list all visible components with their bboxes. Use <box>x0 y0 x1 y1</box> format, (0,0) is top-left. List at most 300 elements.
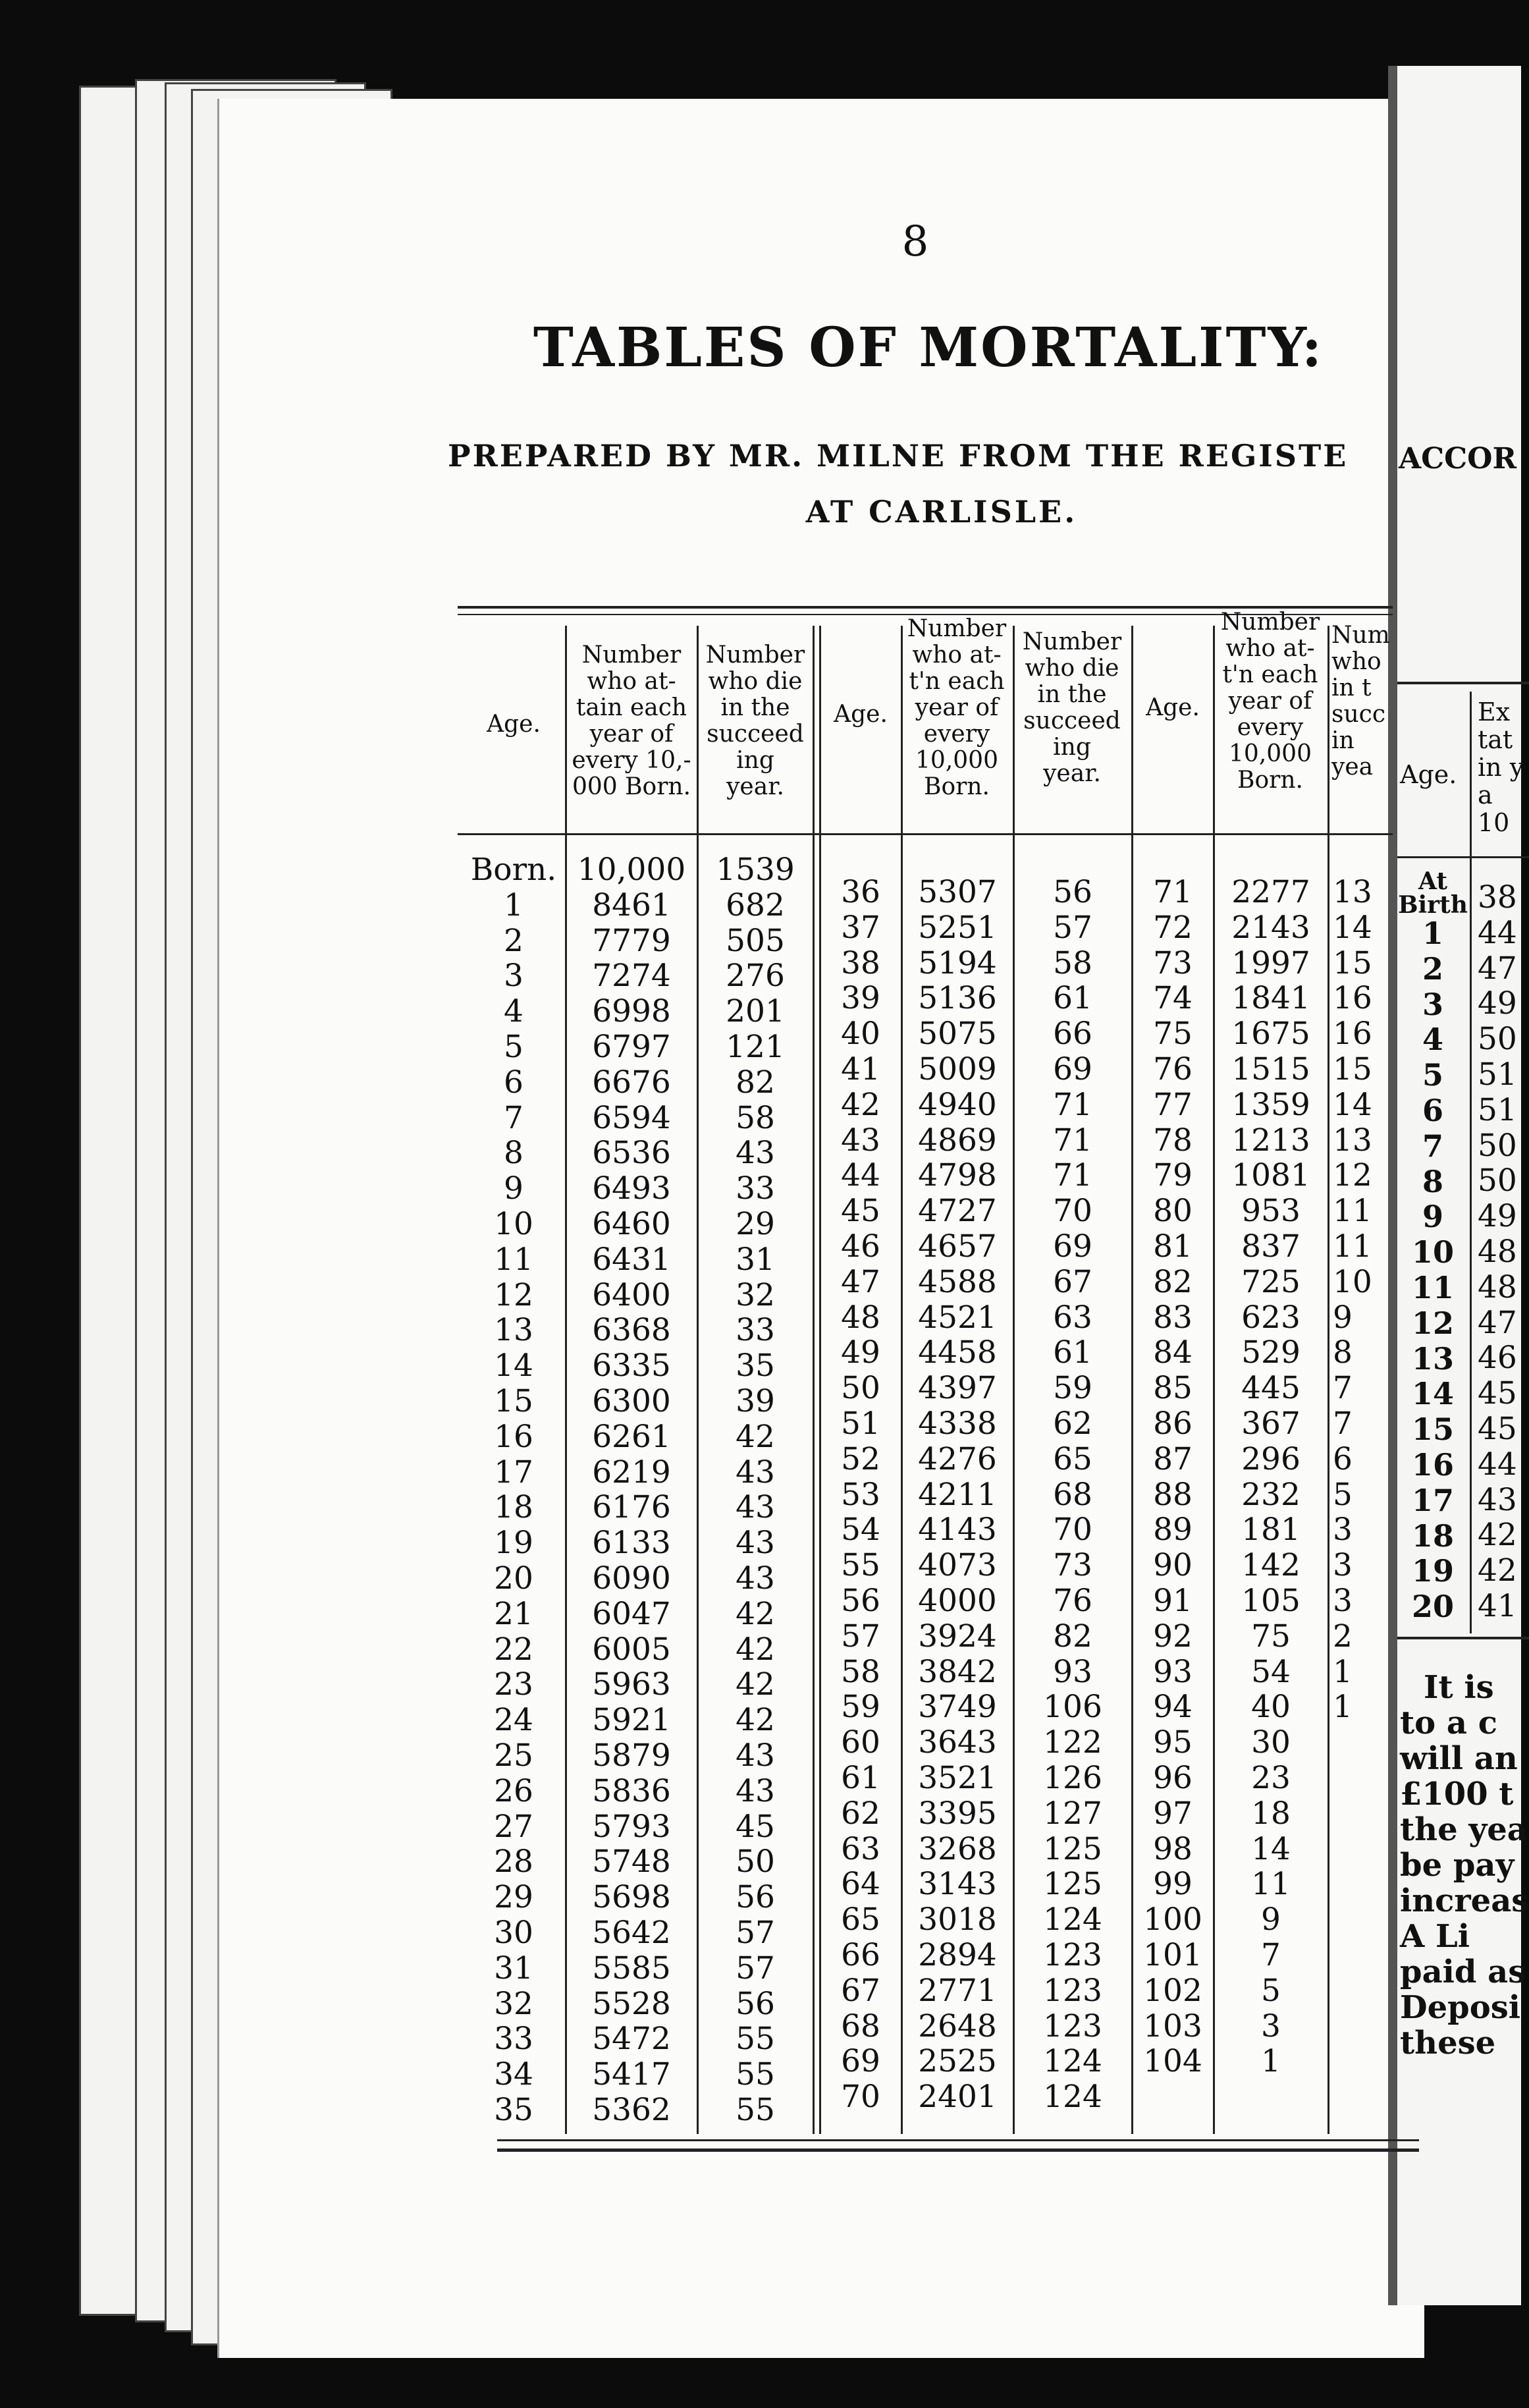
facing-text-line: be pay <box>1400 1847 1515 1884</box>
attain-cell: 6400 <box>592 1276 671 1313</box>
attain-cell: 3924 <box>918 1618 997 1655</box>
attain-cell: 2771 <box>918 1972 997 2009</box>
die-cell-partial: 13 <box>1333 874 1372 910</box>
attain-cell: 9 <box>1261 1902 1281 1938</box>
age-cell: 32 <box>494 1985 533 2022</box>
age-cell: 29 <box>494 1879 533 1916</box>
age-cell: 90 <box>1153 1547 1193 1584</box>
die-cell: 125 <box>1043 1830 1102 1867</box>
facing-value-cell: 50 <box>1478 1127 1517 1164</box>
die-cell-partial: 2 <box>1333 1618 1353 1655</box>
age-cell: 9 <box>504 1170 523 1207</box>
header-attain-2: Number who at- t'n each year of every 10,000 Born. <box>907 615 1007 800</box>
age-cell: 86 <box>1153 1406 1193 1442</box>
age-cell: 17 <box>494 1454 533 1491</box>
facing-page <box>1388 66 1529 2305</box>
die-cell: 82 <box>736 1064 775 1101</box>
attain-cell: 7 <box>1261 1937 1281 1973</box>
age-cell: 100 <box>1143 1902 1202 1938</box>
die-cell: 55 <box>736 2056 775 2093</box>
attain-cell: 4727 <box>918 1193 997 1230</box>
attain-cell: 6176 <box>592 1489 671 1526</box>
attain-cell: 6797 <box>592 1029 671 1065</box>
age-cell: 5 <box>504 1029 523 1065</box>
header-attain-3: Number who at- t'n each year of every 10,000 Born. <box>1220 609 1320 794</box>
die-cell: 58 <box>736 1099 775 1136</box>
age-cell: 64 <box>841 1866 880 1903</box>
age-cell: 74 <box>1153 980 1193 1017</box>
facing-text-line: the yea <box>1400 1811 1528 1848</box>
table-bottom-rule <box>497 2139 1419 2141</box>
header-attain-1: Number who at- tain each year of every 10,- 000 Born. <box>572 642 691 800</box>
die-cell: 42 <box>736 1631 775 1668</box>
age-cell: 53 <box>841 1476 880 1513</box>
facing-age-cell: 19 <box>1411 1553 1454 1589</box>
age-cell: 77 <box>1153 1086 1193 1123</box>
attain-cell: 14 <box>1251 1830 1291 1867</box>
age-cell: 58 <box>841 1653 880 1690</box>
age-cell: 85 <box>1153 1370 1193 1407</box>
age-cell: 47 <box>841 1263 880 1300</box>
facing-heading: ACCOR <box>1399 442 1517 476</box>
age-cell: 40 <box>841 1016 880 1053</box>
facing-age-cell: 12 <box>1411 1305 1454 1341</box>
die-cell: 126 <box>1043 1760 1102 1796</box>
age-cell: 37 <box>841 909 880 946</box>
die-cell: 71 <box>1053 1122 1092 1159</box>
age-cell: 82 <box>1153 1263 1193 1300</box>
age-cell: 48 <box>841 1299 880 1336</box>
facing-text-line: Deposi <box>1400 1989 1520 2026</box>
facing-age-cell: 2 <box>1422 950 1443 987</box>
facing-value-cell: 47 <box>1478 950 1517 987</box>
attain-cell: 5362 <box>592 2092 671 2128</box>
die-cell-partial: 3 <box>1333 1512 1353 1548</box>
facing-age-cell: 16 <box>1411 1447 1454 1483</box>
age-cell: 34 <box>494 2056 533 2093</box>
attain-cell: 5009 <box>918 1051 997 1087</box>
attain-cell: 8461 <box>592 887 671 923</box>
subtitle-line-2: AT CARLISLE. <box>805 494 1078 530</box>
attain-cell: 5698 <box>592 1879 671 1916</box>
header-die-1: Number who die in the succeed ing year. <box>705 642 805 800</box>
facing-text-line: to a c <box>1400 1705 1497 1741</box>
die-cell: 125 <box>1043 1866 1102 1903</box>
facing-value-cell: 44 <box>1478 914 1517 951</box>
attain-cell: 6594 <box>592 1099 671 1136</box>
attain-cell: 5793 <box>592 1808 671 1845</box>
attain-cell: 6460 <box>592 1206 671 1242</box>
attain-cell: 2143 <box>1231 909 1310 946</box>
age-cell: 56 <box>841 1583 880 1619</box>
die-cell: 122 <box>1043 1724 1102 1761</box>
attain-cell: 4397 <box>918 1370 997 1407</box>
die-cell: 57 <box>736 1915 775 1951</box>
die-cell: 42 <box>736 1418 775 1455</box>
facing-age-cell: 15 <box>1411 1411 1454 1448</box>
attain-cell: 5417 <box>592 2056 671 2093</box>
die-cell: 42 <box>736 1702 775 1739</box>
facing-value-cell: 51 <box>1478 1056 1517 1093</box>
facing-value-cell: 42 <box>1478 1552 1517 1589</box>
die-cell: 127 <box>1043 1795 1102 1832</box>
attain-cell: 6335 <box>592 1348 671 1384</box>
die-cell-partial: 3 <box>1333 1547 1353 1584</box>
facing-age-cell: 10 <box>1411 1234 1454 1271</box>
die-cell: 31 <box>736 1241 775 1278</box>
die-cell: 201 <box>726 993 785 1030</box>
attain-cell: 5879 <box>592 1738 671 1774</box>
die-cell: 65 <box>1053 1440 1092 1477</box>
die-cell-partial: 7 <box>1333 1406 1353 1442</box>
age-cell: 13 <box>494 1312 533 1349</box>
attain-cell: 5136 <box>918 980 997 1017</box>
age-cell: 87 <box>1153 1440 1193 1477</box>
facing-age-cell: 8 <box>1422 1163 1443 1199</box>
die-cell: 32 <box>736 1276 775 1313</box>
die-cell-partial: 16 <box>1333 1016 1372 1053</box>
facing-age-cell: 11 <box>1411 1270 1454 1305</box>
age-cell: 8 <box>504 1135 523 1172</box>
die-cell-partial: 11 <box>1333 1228 1372 1265</box>
age-cell: 11 <box>494 1241 533 1278</box>
age-cell: 102 <box>1143 1972 1202 2009</box>
facing-text-line: will an <box>1400 1740 1518 1777</box>
attain-cell: 5748 <box>592 1844 671 1880</box>
age-cell: 35 <box>494 2092 533 2128</box>
die-cell: 43 <box>736 1454 775 1491</box>
die-cell-partial: 8 <box>1333 1334 1353 1371</box>
facing-value-cell: 49 <box>1478 1198 1517 1235</box>
attain-cell: 4143 <box>918 1512 997 1548</box>
age-cell: 21 <box>494 1595 533 1632</box>
die-cell: 42 <box>736 1666 775 1703</box>
die-cell: 58 <box>1053 944 1092 981</box>
age-cell: 65 <box>841 1902 880 1938</box>
age-cell: 10 <box>494 1206 533 1242</box>
age-cell: 18 <box>494 1489 533 1526</box>
age-cell: 24 <box>494 1702 533 1739</box>
age-cell: 15 <box>494 1383 533 1419</box>
die-cell: 82 <box>1053 1618 1092 1655</box>
age-cell: 46 <box>841 1228 880 1265</box>
age-cell: 98 <box>1153 1830 1193 1867</box>
die-cell: 42 <box>736 1595 775 1632</box>
attain-cell: 75 <box>1251 1618 1291 1655</box>
attain-cell: 5251 <box>918 909 997 946</box>
attain-cell: 1675 <box>1231 1016 1310 1053</box>
age-cell: 54 <box>841 1512 880 1548</box>
attain-cell: 837 <box>1241 1228 1301 1265</box>
age-cell: 52 <box>841 1440 880 1477</box>
die-cell: 505 <box>726 922 785 959</box>
age-cell: 97 <box>1153 1795 1193 1832</box>
age-cell: 69 <box>841 2043 880 2080</box>
facing-age-cell: 6 <box>1422 1093 1443 1128</box>
die-cell-partial: 12 <box>1333 1157 1372 1194</box>
attain-cell: 1 <box>1261 2043 1281 2080</box>
attain-cell: 6219 <box>592 1454 671 1491</box>
attain-cell: 4338 <box>918 1406 997 1442</box>
page-number: 8 <box>901 217 929 266</box>
header-die-3-partial: Num who in t succ in yea <box>1331 622 1390 780</box>
facing-value-cell: 51 <box>1478 1091 1517 1128</box>
die-cell: 682 <box>726 887 785 923</box>
header-age-3: Age. <box>1146 694 1200 721</box>
die-cell: 33 <box>736 1170 775 1207</box>
age-cell: 66 <box>841 1937 880 1973</box>
age-cell: 70 <box>841 2079 880 2116</box>
attain-cell: 3643 <box>918 1724 997 1761</box>
age-cell: 28 <box>494 1844 533 1880</box>
age-cell: Born. <box>470 852 557 888</box>
attain-cell: 232 <box>1241 1476 1301 1513</box>
attain-cell: 3842 <box>918 1653 997 1690</box>
die-cell-partial: 13 <box>1333 1122 1372 1159</box>
facing-age-header: Age. <box>1400 760 1457 789</box>
attain-cell: 6676 <box>592 1064 671 1101</box>
facing-value-cell: 48 <box>1478 1234 1517 1270</box>
attain-cell: 6368 <box>592 1312 671 1349</box>
age-cell: 71 <box>1153 874 1193 910</box>
die-cell-partial: 10 <box>1333 1263 1372 1300</box>
attain-cell: 2277 <box>1231 874 1310 910</box>
die-cell: 68 <box>1053 1476 1092 1513</box>
die-cell-partial: 7 <box>1333 1370 1353 1407</box>
die-cell: 70 <box>1053 1193 1092 1230</box>
age-cell: 36 <box>841 874 880 910</box>
age-cell: 79 <box>1153 1157 1193 1194</box>
facing-age-cell: 17 <box>1411 1482 1454 1518</box>
die-cell: 124 <box>1043 1902 1102 1938</box>
die-cell: 123 <box>1043 1937 1102 1973</box>
die-cell-partial: 9 <box>1333 1299 1353 1336</box>
die-cell: 45 <box>736 1808 775 1845</box>
age-cell: 45 <box>841 1193 880 1230</box>
die-cell: 50 <box>736 1844 775 1880</box>
die-cell: 43 <box>736 1489 775 1526</box>
attain-cell: 953 <box>1241 1193 1301 1230</box>
age-cell: 101 <box>1143 1937 1202 1973</box>
age-cell: 62 <box>841 1795 880 1832</box>
facing-value-cell: 44 <box>1478 1446 1517 1483</box>
facing-value-cell: 47 <box>1478 1304 1517 1341</box>
attain-cell: 11 <box>1251 1866 1291 1903</box>
attain-cell: 3749 <box>918 1689 997 1726</box>
facing-text-line: these <box>1400 2025 1496 2062</box>
die-cell-partial: 11 <box>1333 1193 1372 1230</box>
age-cell: 96 <box>1153 1760 1193 1796</box>
age-cell: 38 <box>841 944 880 981</box>
age-cell: 51 <box>841 1406 880 1442</box>
attain-cell: 2525 <box>918 2043 997 2080</box>
age-cell: 43 <box>841 1122 880 1159</box>
die-cell: 70 <box>1053 1512 1092 1548</box>
die-cell: 71 <box>1053 1157 1092 1194</box>
die-cell: 56 <box>736 1879 775 1916</box>
age-cell: 94 <box>1153 1689 1193 1726</box>
attain-cell: 1841 <box>1231 980 1310 1017</box>
header-bottom-rule <box>458 833 1393 835</box>
facing-value-cell: 43 <box>1478 1481 1517 1518</box>
attain-cell: 6431 <box>592 1241 671 1278</box>
attain-cell: 5836 <box>592 1772 671 1809</box>
die-cell-partial: 14 <box>1333 909 1372 946</box>
attain-cell: 30 <box>1251 1724 1291 1761</box>
age-cell: 103 <box>1143 2008 1202 2044</box>
attain-cell: 3521 <box>918 1760 997 1796</box>
attain-cell: 1213 <box>1231 1122 1310 1159</box>
age-cell: 22 <box>494 1631 533 1668</box>
attain-cell: 4458 <box>918 1334 997 1371</box>
attain-cell: 3018 <box>918 1902 997 1938</box>
age-cell: 14 <box>494 1348 533 1384</box>
age-cell: 68 <box>841 2008 880 2044</box>
age-cell: 50 <box>841 1370 880 1407</box>
age-cell: 3 <box>504 958 523 995</box>
age-cell: 78 <box>1153 1122 1193 1159</box>
age-cell: 72 <box>1153 909 1193 946</box>
facing-age-cell: 3 <box>1422 986 1443 1022</box>
die-cell-partial: 6 <box>1333 1440 1353 1477</box>
attain-cell: 3395 <box>918 1795 997 1832</box>
facing-age-cell: 13 <box>1411 1340 1454 1377</box>
attain-cell: 367 <box>1241 1406 1301 1442</box>
attain-cell: 5528 <box>592 1985 671 2022</box>
die-cell: 276 <box>726 958 785 995</box>
die-cell-partial: 5 <box>1333 1476 1353 1513</box>
die-cell: 62 <box>1053 1406 1092 1442</box>
facing-age-cell: 14 <box>1411 1376 1454 1412</box>
attain-cell: 181 <box>1241 1512 1301 1548</box>
attain-cell: 6047 <box>592 1595 671 1632</box>
facing-age-cell: At Birth <box>1398 867 1468 919</box>
die-cell: 56 <box>736 1985 775 2022</box>
age-cell: 91 <box>1153 1583 1193 1619</box>
attain-cell: 4940 <box>918 1086 997 1123</box>
age-cell: 19 <box>494 1525 533 1562</box>
attain-cell: 54 <box>1251 1653 1291 1690</box>
die-cell-partial: 1 <box>1333 1689 1353 1726</box>
age-cell: 6 <box>504 1064 523 1101</box>
die-cell: 93 <box>1053 1653 1092 1690</box>
die-cell: 67 <box>1053 1263 1092 1300</box>
facing-value-cell: 50 <box>1478 1021 1517 1058</box>
die-cell: 43 <box>736 1135 775 1172</box>
attain-cell: 4657 <box>918 1228 997 1265</box>
attain-cell: 1515 <box>1231 1051 1310 1087</box>
attain-cell: 2894 <box>918 1937 997 1973</box>
die-cell: 76 <box>1053 1583 1092 1619</box>
die-cell-partial: 1 <box>1333 1653 1353 1690</box>
attain-cell: 5307 <box>918 874 997 910</box>
attain-cell: 4276 <box>918 1440 997 1477</box>
age-cell: 12 <box>494 1276 533 1313</box>
die-cell: 29 <box>736 1206 775 1242</box>
age-cell: 61 <box>841 1760 880 1796</box>
facing-value-cell: 42 <box>1478 1517 1517 1554</box>
attain-cell: 40 <box>1251 1689 1291 1726</box>
facing-age-cell: 5 <box>1422 1057 1443 1093</box>
die-cell: 61 <box>1053 980 1092 1017</box>
die-cell: 69 <box>1053 1051 1092 1087</box>
attain-cell: 5 <box>1261 1972 1281 2009</box>
age-cell: 44 <box>841 1157 880 1194</box>
age-cell: 25 <box>494 1738 533 1774</box>
attain-cell: 4521 <box>918 1299 997 1336</box>
age-cell: 75 <box>1153 1016 1193 1053</box>
attain-cell: 6261 <box>592 1418 671 1455</box>
attain-cell: 2401 <box>918 2079 997 2116</box>
age-cell: 59 <box>841 1689 880 1726</box>
attain-cell: 105 <box>1241 1583 1301 1619</box>
attain-cell: 2648 <box>918 2008 997 2044</box>
attain-cell: 4073 <box>918 1547 997 1584</box>
facing-age-cell: 1 <box>1422 916 1443 951</box>
attain-cell: 296 <box>1241 1440 1301 1477</box>
die-cell: 66 <box>1053 1016 1092 1053</box>
attain-cell: 142 <box>1241 1547 1301 1584</box>
attain-cell: 5194 <box>918 944 997 981</box>
age-cell: 83 <box>1153 1299 1193 1336</box>
age-cell: 39 <box>841 980 880 1017</box>
attain-cell: 3268 <box>918 1830 997 1867</box>
die-cell: 123 <box>1043 1972 1102 2009</box>
age-cell: 49 <box>841 1334 880 1371</box>
age-cell: 41 <box>841 1051 880 1087</box>
age-cell: 20 <box>494 1560 533 1597</box>
attain-cell: 3 <box>1261 2008 1281 2044</box>
facing-age-cell: 20 <box>1411 1589 1454 1625</box>
die-cell: 123 <box>1043 2008 1102 2044</box>
attain-cell: 6005 <box>592 1631 671 1668</box>
attain-cell: 5075 <box>918 1016 997 1053</box>
attain-cell: 5963 <box>592 1666 671 1703</box>
age-cell: 104 <box>1143 2043 1202 2080</box>
age-cell: 27 <box>494 1808 533 1845</box>
die-cell: 63 <box>1053 1299 1092 1336</box>
age-cell: 89 <box>1153 1512 1193 1548</box>
attain-cell: 6300 <box>592 1383 671 1419</box>
facing-text-line: A Li <box>1400 1918 1470 1955</box>
age-cell: 60 <box>841 1724 880 1761</box>
attain-cell: 529 <box>1241 1334 1301 1371</box>
die-cell: 73 <box>1053 1547 1092 1584</box>
attain-cell: 725 <box>1241 1263 1301 1300</box>
age-cell: 67 <box>841 1972 880 2009</box>
die-cell: 69 <box>1053 1228 1092 1265</box>
die-cell: 43 <box>736 1738 775 1774</box>
attain-cell: 4798 <box>918 1157 997 1194</box>
attain-cell: 623 <box>1241 1299 1301 1336</box>
attain-cell: 5921 <box>592 1702 671 1739</box>
attain-cell: 5642 <box>592 1915 671 1951</box>
age-cell: 63 <box>841 1830 880 1867</box>
die-cell-partial: 3 <box>1333 1583 1353 1619</box>
die-cell: 59 <box>1053 1370 1092 1407</box>
attain-cell: 4000 <box>918 1583 997 1619</box>
die-cell-partial: 14 <box>1333 1086 1372 1123</box>
age-cell: 88 <box>1153 1476 1193 1513</box>
facing-value-cell: 45 <box>1478 1375 1517 1412</box>
die-cell-partial: 15 <box>1333 944 1372 981</box>
facing-age-cell: 9 <box>1422 1199 1443 1235</box>
attain-cell: 6998 <box>592 993 671 1030</box>
die-cell: 33 <box>736 1312 775 1349</box>
die-cell: 124 <box>1043 2079 1102 2116</box>
header-die-2: Number who die in the succeed ing year. <box>1022 628 1122 787</box>
header-age-1: Age. <box>487 711 541 738</box>
